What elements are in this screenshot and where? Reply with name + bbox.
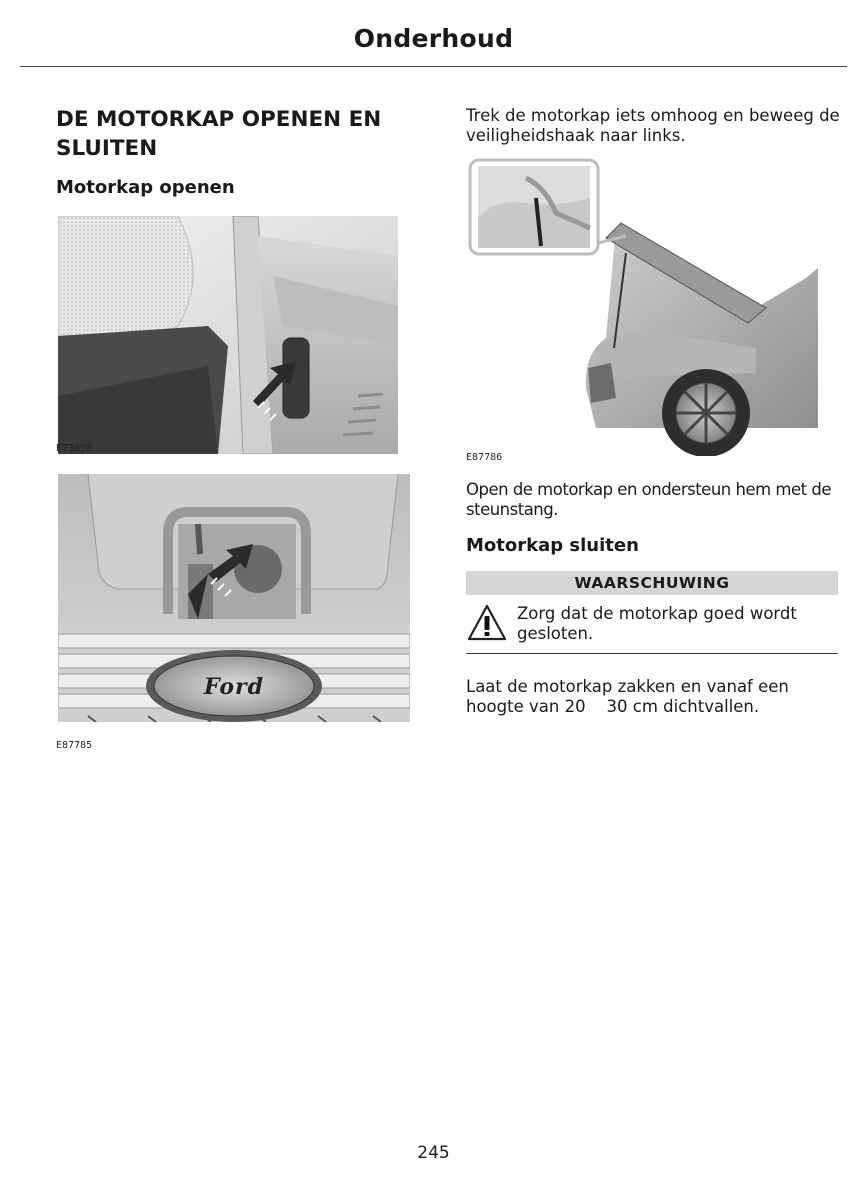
page-number: 245 [417,1143,450,1163]
page-header-title: Onderhoud [353,24,514,53]
paragraph-lift-hood: Trek de motorkap iets omhoog en beweeg de veiligheidshaak naar links. [466,106,840,145]
figure-code: E87786 [466,452,503,463]
warning-triangle-icon [467,604,507,642]
warning-text: Zorg dat de motorkap goed wordt gesloten. [517,604,797,643]
subsection-close-title: Motorkap sluiten [466,535,639,556]
warning-header: WAARSCHUWING [466,571,838,595]
figure-grille-latch [58,474,410,722]
paragraph-close-hood: Laat de motorkap zakken en vanaf een hoogte van 20 30 cm dichtvallen. [466,677,795,716]
header-divider [20,66,847,67]
paragraph-support-hood: Open de motorkap en ondersteun hem met de steunstang. [466,480,831,519]
ford-logo-text: Ford [203,674,265,700]
section-title: DE MOTORKAP OPENEN EN SLUITEN [56,107,382,161]
figure-code: E73698 [56,443,93,454]
warning-divider [466,653,838,654]
figure-hood-release-lever [58,216,398,454]
subsection-open-title: Motorkap openen [56,177,235,198]
figure-open-hood [466,158,818,456]
figure-code: E87785 [56,740,93,751]
